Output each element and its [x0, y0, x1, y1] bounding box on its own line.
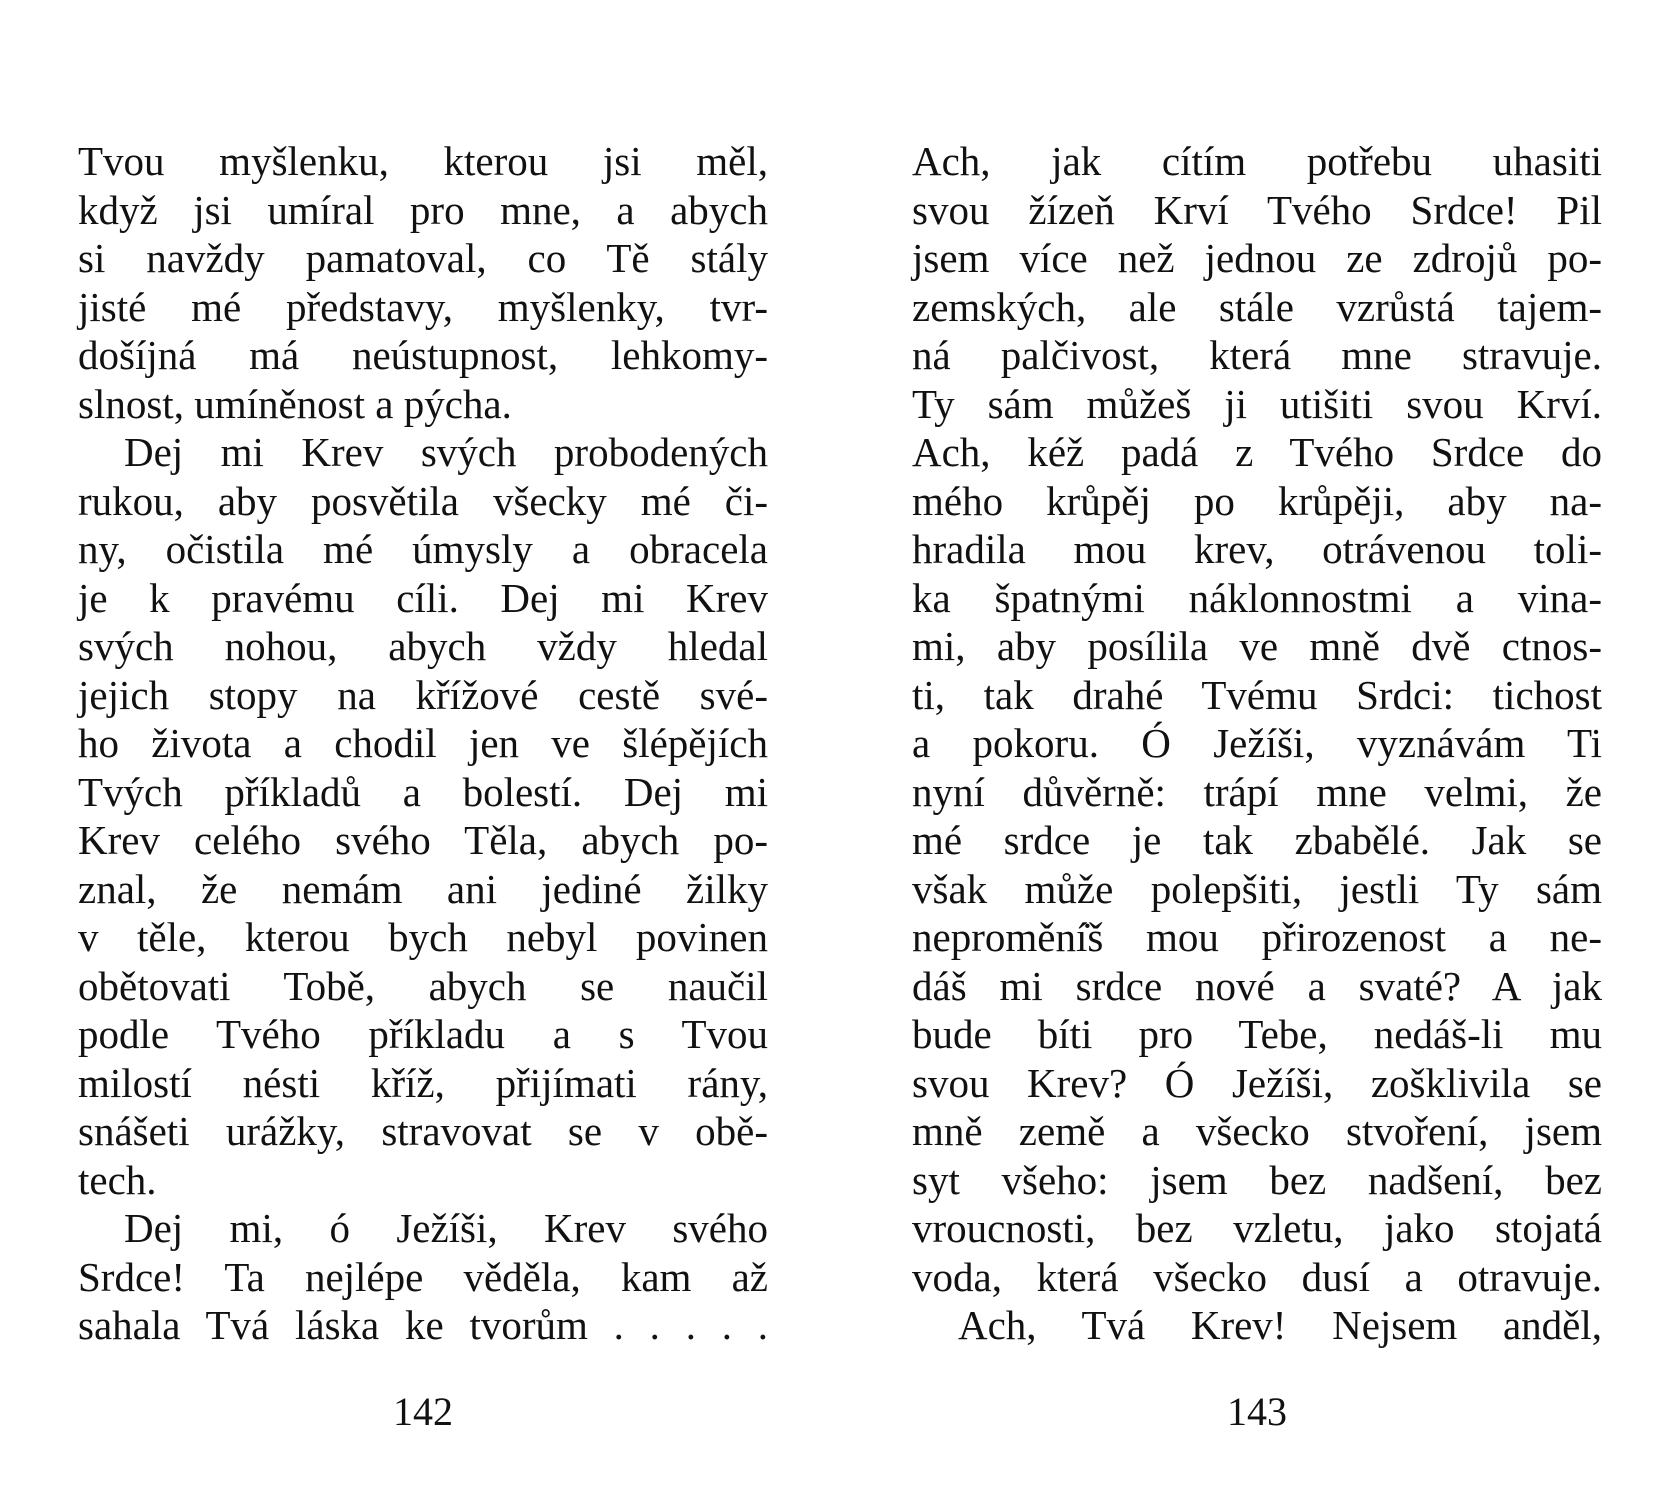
text-line: Krev celého svého Těla, abych po- [78, 817, 768, 863]
text-line: Ty sám můžeš ji utišiti svou Krví. [912, 380, 1602, 427]
text-line: mně země a všecko stvoření, jsem [912, 1108, 1602, 1154]
text-line: sahala Tvá láska ke tvorům . . . . . [78, 1302, 768, 1348]
left-page [78, 0, 768, 1500]
page-number: 142 [393, 1389, 453, 1434]
text-line: Dej mi Krev svých probodených [124, 429, 768, 475]
text-line: mé srdce je tak zbabělé. Jak se [912, 817, 1602, 863]
text-line: svou žízeň Krví Tvého Srdce! Pil [912, 186, 1602, 233]
text-line: nepromění̇š mou přirozenost a ne- [912, 914, 1602, 960]
text-line: vroucnosti, bez vzletu, jako stojatá [912, 1205, 1602, 1251]
page-number: 143 [1227, 1389, 1287, 1434]
text-line: a pokoru. Ó Ježíši, vyznávám Ti [912, 720, 1602, 766]
text-line: ti, tak drahé Tvému Srdci: tichost [912, 671, 1602, 718]
text-line: svých nohou, abych vždy hledal [78, 623, 768, 669]
text-line: ná palčivost, která mne stravuje. [912, 332, 1602, 378]
text-line: jsem více než jednou ze zdrojů po- [912, 235, 1602, 281]
text-line: zemských, ale stále vzrůstá tajem- [912, 283, 1602, 330]
text-line: hradila mou krev, otrávenou toli- [912, 526, 1602, 572]
right-page [912, 0, 1602, 1500]
text-line: mého krůpěj po krůpěji, aby na- [912, 477, 1602, 524]
text-line: je k pravému cíli. Dej mi Krev [78, 574, 768, 621]
text-line: Srdce! Ta nejlépe věděla, kam až [78, 1253, 768, 1300]
text-line: obětovati Tobě, abych se naučil [78, 962, 768, 1009]
text-line: nyní důvěrně: trápí mne velmi, že [912, 768, 1602, 815]
text-line: došíjná má neústupnost, lehkomy- [78, 332, 768, 378]
text-line: ka špatnými náklonnostmi a vina- [912, 574, 1602, 621]
text-line: znal, že nemám ani jediné žilky [78, 865, 768, 912]
text-line: tech. [78, 1156, 157, 1203]
text-line: Ach, kéž padá z Tvého Srdce do [912, 429, 1602, 475]
text-line: podle Tvého příkladu a s Tvou [78, 1011, 768, 1057]
text-line: voda, která všecko dusí a otravuje. [912, 1253, 1602, 1300]
text-line: když jsi umíral pro mne, a abych [78, 186, 768, 233]
text-line: jejich stopy na křížové cestě své- [78, 671, 768, 718]
left-page-text [78, 137, 768, 1350]
text-line: si navždy pamatoval, co Tě stály [78, 235, 768, 281]
text-line: slnost, umíněnost a pýcha. [78, 380, 512, 427]
text-line: Tvou myšlenku, kterou jsi měl, [78, 138, 768, 184]
text-line: svou Krev? Ó Ježíši, zošklivila se [912, 1059, 1602, 1106]
text-line: Tvých příkladů a bolestí. Dej mi [78, 768, 768, 815]
text-line: ny, očistila mé úmysly a obracela [78, 526, 768, 572]
text-line: Ach, jak cítím potřebu uhasiti [912, 138, 1602, 184]
text-line: však může polepšiti, jestli Ty sám [912, 865, 1602, 912]
text-line: Dej mi, ó Ježíši, Krev svého [124, 1205, 768, 1251]
text-line: jisté mé představy, myšlenky, tvr- [78, 283, 768, 330]
text-line: bude bíti pro Tebe, nedáš-li mu [912, 1011, 1602, 1057]
text-line: rukou, aby posvětila všecky mé či- [78, 477, 768, 524]
text-line: mi, aby posílila ve mně dvě ctnos- [912, 623, 1602, 669]
text-line: milostí nésti kříž, přijímati rány, [78, 1059, 768, 1106]
text-line: snášeti urážky, stravovat se v obě- [78, 1108, 768, 1154]
text-line: Ach, Tvá Krev! Nejsem anděl, [958, 1302, 1602, 1348]
text-line: v těle, kterou bych nebyl povinen [78, 914, 768, 960]
text-line: dáš mi srdce nové a svaté? A jak [912, 962, 1602, 1009]
text-line: syt všeho: jsem bez nadšení, bez [912, 1156, 1602, 1203]
right-page-text [912, 137, 1602, 1350]
text-line: ho života a chodil jen ve šlépějích [78, 720, 768, 766]
